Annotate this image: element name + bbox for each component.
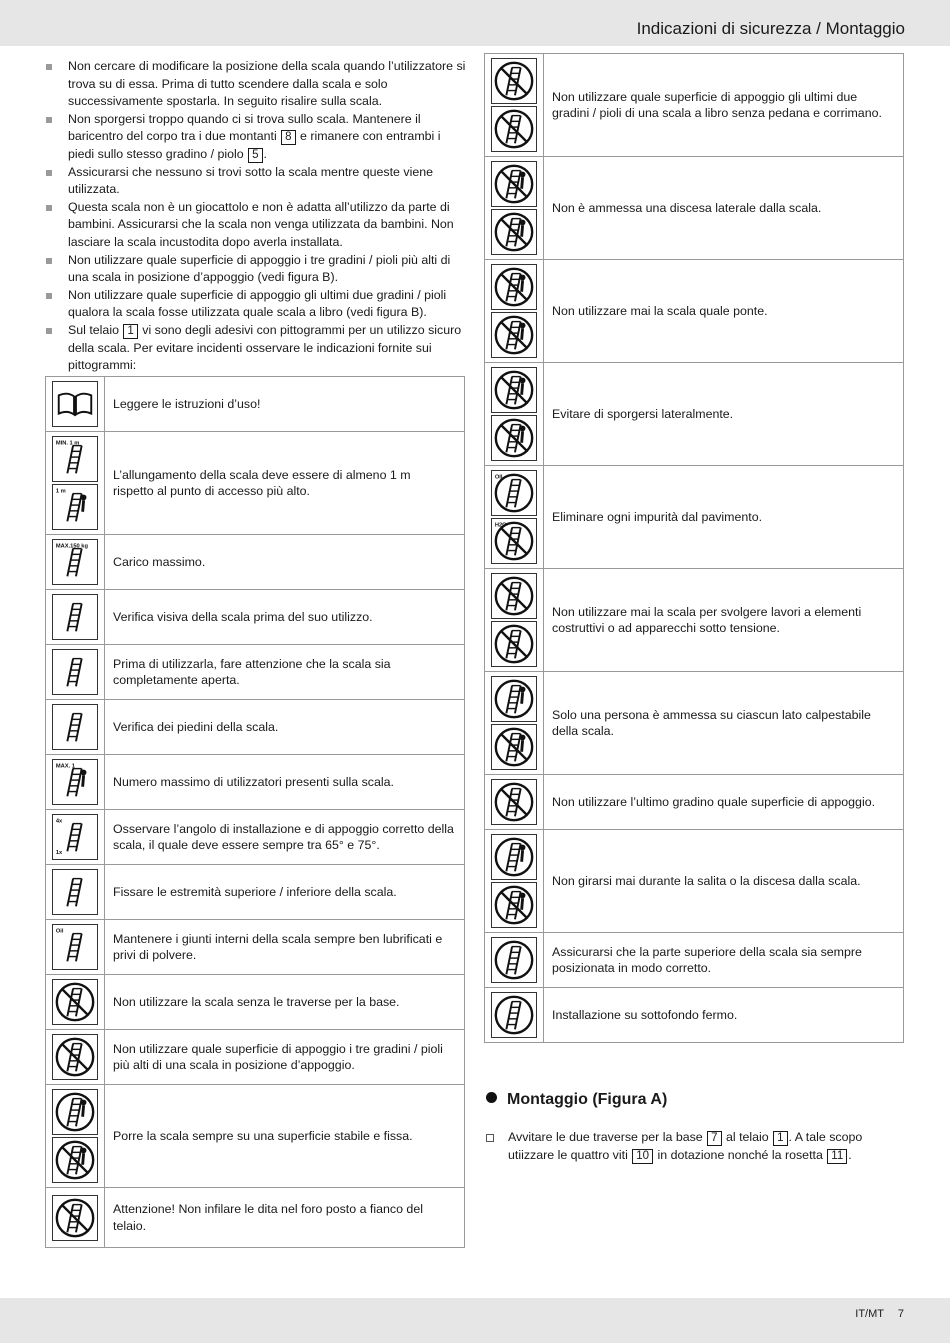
text-run: vi sono degli adesivi con pittogrammi per un utilizzo sicuro della scala. Per evitare incidenti osservare le indicazioni fornite sui pittogrammi: [68, 322, 462, 373]
svg-text:OIL: OIL [494, 474, 505, 481]
pictogram-description: Non è ammessa una discesa laterale dalla scala. [544, 157, 904, 260]
no-top-two-steps-icon [491, 58, 537, 104]
pictogram-cell [46, 920, 105, 975]
pictogram-cell [46, 1085, 105, 1188]
pictogram-cell [46, 535, 105, 590]
no-side-dismount-icon [491, 161, 537, 207]
pictogram-description: Evitare di sporgersi lateralmente. [544, 363, 904, 466]
part-number-ref: 11 [827, 1149, 847, 1164]
pictogram-description: Osservare l’angolo di installazione e di appoggio corretto della scala, il quale deve essere sempre tra 65° e 75°. [105, 810, 465, 865]
pictogram-row [46, 810, 465, 865]
pictogram-cell [46, 590, 105, 645]
part-number-ref: 7 [707, 1131, 721, 1146]
pictogram-row [485, 830, 904, 933]
text-run: Sul telaio [68, 322, 123, 337]
ladder-extension-min-1m-icon [52, 436, 98, 482]
no-dirty-floor-icon [491, 518, 537, 564]
pictogram-table-left [45, 376, 465, 1248]
square-bullet-icon [46, 258, 52, 264]
text-run: Non utilizzare quale superficie di appoggio gli ultimi due gradini / pioli qualora la scala fosse utilizzata quale scala a libro (vedi figura B). [68, 287, 447, 320]
pictogram-cell [46, 432, 105, 535]
pictogram-cell [485, 775, 544, 830]
pictogram-description: Numero massimo di utilizzatori presenti sulla scala. [105, 755, 465, 810]
pictogram-table-right [484, 53, 904, 1043]
pictogram-row [485, 988, 904, 1043]
assembly-section-title [486, 1091, 667, 1109]
pictogram-description: Solo una persona è ammessa su ciascun lato calpestabile della scala. [544, 672, 904, 775]
part-number-ref: 5 [248, 148, 262, 163]
no-bridge-person-icon [491, 312, 537, 358]
book-icon [52, 381, 98, 427]
text-run: in dotazione nonché la rosetta [654, 1147, 827, 1162]
part-number-ref: 10 [632, 1149, 653, 1164]
pictogram-cell [485, 988, 544, 1043]
pictogram-row [485, 54, 904, 157]
text-run: Non sporgersi troppo quando ci si trova sullo scala. Mantenere il baricentro del corpo tra i due montanti [68, 111, 421, 144]
pictogram-row [46, 645, 465, 700]
pictogram-description: Non utilizzare quale superficie di appoggio gli ultimi due gradini / pioli di una scala a libro senza pedana e corrimano. [544, 54, 904, 157]
pictogram-description: Non utilizzare mai la scala per svolgere lavori a elementi costruttivi o ad apparecchi sotto tensione. [544, 569, 904, 672]
pictogram-cell [46, 755, 105, 810]
pictogram-description: Assicurarsi che la parte superiore della scala sia sempre posizionata in modo corretto. [544, 933, 904, 988]
pictogram-row [485, 775, 904, 830]
no-top-three-steps-icon [52, 1034, 98, 1080]
pictogram-description: Prima di utilizzarla, fare attenzione che la scala sia completamente aperta. [105, 645, 465, 700]
part-number-ref: 1 [773, 1131, 787, 1146]
pictogram-row [46, 535, 465, 590]
text-run: e rimanere con entrambi i piedi sullo stesso gradino / piolo [68, 129, 441, 161]
pictogram-row [485, 672, 904, 775]
pictogram-description: Non utilizzare mai la scala quale ponte. [544, 260, 904, 363]
no-turning-icon [491, 882, 537, 928]
text-run: Avvitare le due traverse per la base [508, 1130, 707, 1144]
pictogram-description: Verifica visiva della scala prima del suo utilizzo. [105, 590, 465, 645]
pictogram-description: Non utilizzare l’ultimo gradino quale superficie di appoggio. [544, 775, 904, 830]
pictogram-description: Carico massimo. [105, 535, 465, 590]
pictogram-description: Non utilizzare quale superficie di appoggio i tre gradini / pioli più alti di una scala in posizione d’appoggio. [105, 1030, 465, 1085]
pictogram-row [46, 755, 465, 810]
text-run: al telaio [722, 1130, 773, 1144]
safety-bullet [45, 322, 470, 375]
pictogram-description: Installazione su sottofondo fermo. [544, 988, 904, 1043]
pictogram-row [485, 260, 904, 363]
text-run: . [848, 1147, 852, 1162]
pictogram-cell [485, 569, 544, 672]
no-leaning-sideways-icon [491, 367, 537, 413]
stable-surface-icon [52, 1089, 98, 1135]
no-live-wires-icon [491, 621, 537, 667]
pictogram-description: Fissare le estremità superiore / inferiore della scala. [105, 865, 465, 920]
pictogram-cell [46, 377, 105, 432]
svg-text:1x: 1x [55, 850, 63, 857]
pictogram-row [46, 975, 465, 1030]
svg-text:Oil: Oil [55, 928, 64, 935]
svg-text:MIN. 1 m: MIN. 1 m [55, 440, 80, 447]
no-unstable-surface-icon [52, 1137, 98, 1183]
no-stepladder-top-icon [491, 106, 537, 152]
visual-inspection-icon [52, 594, 98, 640]
pictogram-cell [485, 466, 544, 569]
pictogram-row [46, 377, 465, 432]
pictogram-row [485, 569, 904, 672]
pictogram-description: Verifica dei piedini della scala. [105, 700, 465, 755]
page-header [0, 0, 950, 46]
pictogram-description: Attenzione! Non infilare le dita nel foro posto a fianco del telaio. [105, 1188, 465, 1248]
part-number-ref: 1 [123, 324, 137, 339]
pictogram-row [485, 157, 904, 260]
assembly-title-text: Montaggio (Figura A) [507, 1091, 668, 1108]
pictogram-description: Mantenere i giunti interni della scala sempre ben lubrificati e privi di polvere. [105, 920, 465, 975]
pictogram-row [485, 933, 904, 988]
pictogram-cell [46, 1030, 105, 1085]
pictogram-row [46, 700, 465, 755]
pictogram-cell [46, 1188, 105, 1248]
pictogram-row [46, 865, 465, 920]
square-bullet-icon [46, 64, 52, 70]
svg-text:MAX. 1: MAX. 1 [55, 763, 75, 770]
bullet-dot-icon [486, 1092, 497, 1103]
max-users-icon [52, 759, 98, 805]
text-run: . A tale scopo utiizzare le quattro viti [508, 1130, 863, 1162]
no-top-step-icon [491, 779, 537, 825]
pictogram-cell [485, 260, 544, 363]
pictogram-row [46, 1188, 465, 1248]
pictogram-description: Non utilizzare la scala senza le traverse per la base. [105, 975, 465, 1030]
pictogram-row [46, 1030, 465, 1085]
assembly-step [486, 1129, 896, 1164]
pictogram-cell [485, 672, 544, 775]
pictogram-description: Leggere le istruzioni d’uso! [105, 377, 465, 432]
face-ladder-icon [491, 834, 537, 880]
checkbox-icon [486, 1134, 494, 1142]
pictogram-row [485, 363, 904, 466]
secure-ladder-ends-icon [52, 869, 98, 915]
pictogram-row [46, 1085, 465, 1188]
ladder-fully-open-icon [52, 649, 98, 695]
svg-text:4x: 4x [55, 818, 63, 825]
pictogram-row [46, 590, 465, 645]
text-run: Non utilizzare quale superficie di appoggio i tre gradini / pioli più alti di una scala in posizione d’appoggio (vedi figura B). [68, 252, 451, 285]
text-run: Questa scala non è un giocattolo e non è adatta all’utilizzo da parte di bambini. Assicurarsi che la scala non venga utilizzata da bambini. Non lasciare la scala incustodita dopo averla installata. [68, 199, 454, 249]
pictogram-row [46, 432, 465, 535]
pictogram-cell [46, 645, 105, 700]
page-title: Indicazioni di sicurezza / Montaggio [636, 19, 905, 38]
lubricate-joints-icon [52, 924, 98, 970]
pictogram-cell [485, 157, 544, 260]
pictogram-cell [46, 700, 105, 755]
safety-bullet [45, 287, 470, 322]
text-run: . [263, 146, 267, 161]
no-ladder-without-crossbars-icon [52, 979, 98, 1025]
pictogram-description: Porre la scala sempre su una superficie stabile e fissa. [105, 1085, 465, 1188]
square-bullet-icon [46, 205, 52, 211]
safety-bullet [45, 111, 470, 164]
square-bullet-icon [46, 170, 52, 176]
pictogram-cell [46, 865, 105, 920]
clean-floor-icon [491, 470, 537, 516]
pictogram-cell [485, 54, 544, 157]
text-run: Assicurarsi che nessuno si trovi sotto la scala mentre queste viene utilizzata. [68, 164, 434, 197]
page-footer [0, 1298, 950, 1343]
safety-bullet-list [45, 58, 470, 375]
ladder-angle-icon [52, 814, 98, 860]
svg-text:MAX.150 kg: MAX.150 kg [55, 543, 88, 550]
part-number-ref: 8 [281, 130, 295, 145]
correct-top-position-icon [491, 937, 537, 983]
pictogram-cell [46, 810, 105, 865]
pictogram-description: L’allungamento della scala deve essere di almeno 1 m rispetto al punto di accesso più alto. [105, 432, 465, 535]
page-number: 7 [897, 1308, 904, 1320]
leaning-fall-icon [491, 415, 537, 461]
pictogram-description: Non girarsi mai durante la salita o la discesa dalla scala. [544, 830, 904, 933]
person-climbing-1m-icon [52, 484, 98, 530]
one-person-per-side-icon [491, 676, 537, 722]
safety-bullet [45, 58, 470, 111]
no-side-dismount-2-icon [491, 209, 537, 255]
pictogram-cell [46, 975, 105, 1030]
max-load-icon [52, 539, 98, 585]
svg-text:H2O: H2O [494, 522, 507, 529]
pictogram-row [46, 920, 465, 975]
pictogram-row [485, 466, 904, 569]
no-fingers-in-hole-icon [52, 1195, 98, 1241]
no-ladder-as-bridge-icon [491, 264, 537, 310]
pictogram-description: Eliminare ogni impurità dal pavimento. [544, 466, 904, 569]
safety-bullet [45, 199, 470, 252]
text-run: Non cercare di modificare la posizione della scala quando l’utilizzatore si trova su di essa. Prima di tutto scendere dalla scala e solo successivamente spostarla. In seguito risalire sulla scala. [68, 59, 466, 109]
pictogram-cell [485, 830, 544, 933]
safety-bullet [45, 164, 470, 199]
square-bullet-icon [46, 293, 52, 299]
language-code: IT/MT [855, 1308, 884, 1320]
pictogram-cell [485, 933, 544, 988]
ladder-feet-check-icon [52, 704, 98, 750]
pictogram-cell [485, 363, 544, 466]
no-electrical-work-icon [491, 573, 537, 619]
svg-text:1 m: 1 m [55, 488, 66, 495]
no-two-persons-icon [491, 724, 537, 770]
square-bullet-icon [46, 328, 52, 334]
firm-ground-icon [491, 992, 537, 1038]
square-bullet-icon [46, 117, 52, 123]
safety-bullet [45, 252, 470, 287]
assembly-step-text [508, 1130, 862, 1162]
